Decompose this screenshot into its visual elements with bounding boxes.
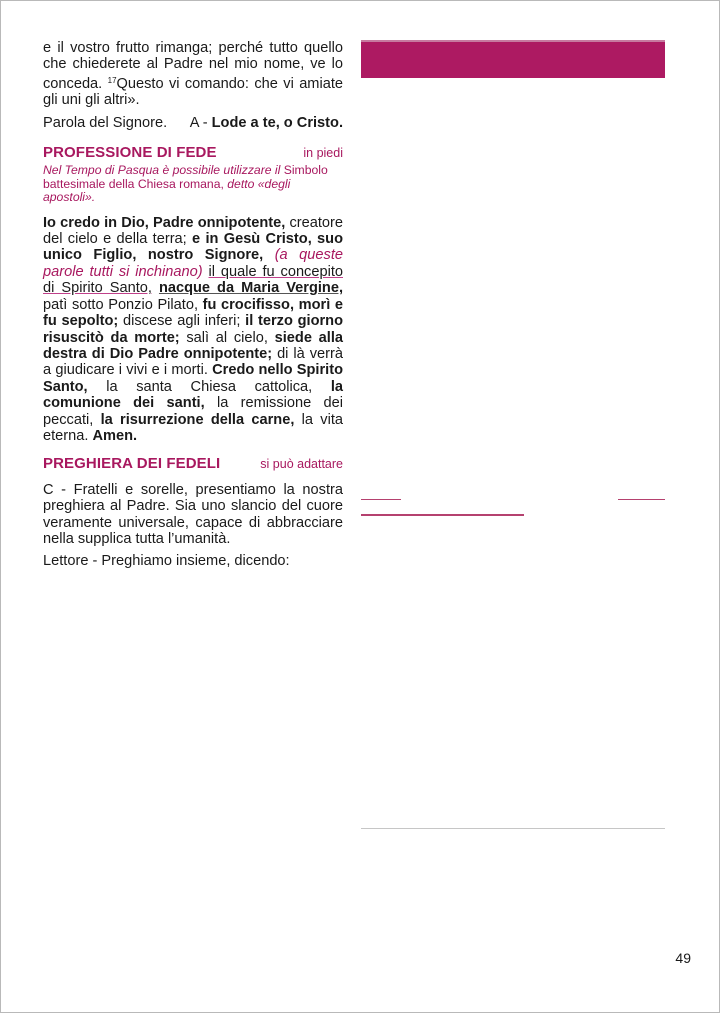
- rubric-italic-1: Nel Tempo di Pasqua è possibile utilizzare il: [43, 163, 281, 178]
- creed-part: nacque da Maria Vergine,: [158, 280, 343, 297]
- creed-part: creatore del cielo e della terra;: [43, 214, 344, 248]
- creed-part: la risurrezione della carne,: [100, 411, 295, 428]
- creed-part: di là verrà a giudicare i vivi e i morti.: [43, 345, 343, 379]
- section-rule: [361, 514, 524, 516]
- creed-part: la vita eterna.: [43, 411, 343, 444]
- left-column: [43, 40, 343, 570]
- creed-text: [43, 215, 343, 445]
- acclamation: [190, 115, 343, 131]
- creed-title: PROFESSIONE DI FEDE: [43, 144, 217, 162]
- gospel-text-a: e il vostro frutto rimanga; perché tutto quello che chiederete al Padre nel mio nome, ve lo conceda.: [43, 40, 343, 92]
- creed-part: Amen.: [92, 427, 138, 444]
- creed-part: siede alla destra di Dio Padre onnipotente;: [43, 329, 344, 362]
- gospel-ending: [43, 40, 343, 109]
- creed-part: [152, 280, 159, 296]
- rubric-roman: Simbolo battesimale della Chiesa romana,: [43, 163, 328, 191]
- creed-bow-rubric: (a queste parole tutti si inchinano): [43, 247, 343, 280]
- creed-heading: [43, 145, 343, 161]
- creed-part: la santa Chiesa cattolica,: [87, 378, 331, 395]
- creed-part: il terzo giorno risuscitò da morte;: [43, 313, 343, 346]
- verse-number: 17: [107, 75, 117, 85]
- creed-part: la comunione dei santi,: [43, 378, 343, 412]
- prayer-title: PREGHIERA DEI FEDELI: [43, 455, 221, 473]
- creed-rubric: [43, 164, 343, 204]
- creed-part: patì sotto Ponzio Pilato,: [43, 296, 203, 313]
- creed-part: discese agli inferi;: [118, 313, 246, 330]
- prayer-intro: C - Fratelli e sorelle, presentiamo la nostra preghiera al Padre. Sia uno slancio del cuore veramente universale, capace di abbracciare nella supplica tutta l’umanità.: [43, 481, 343, 547]
- creed-part: Credo nello Spirito Santo,: [43, 362, 343, 395]
- creed-part: fu crocifisso, morì e fu sepolto;: [43, 296, 343, 330]
- acclamation-row: [43, 115, 343, 131]
- gospel-text-b: Questo vi comando: che vi amiate gli uni gli altri».: [43, 75, 343, 109]
- bottom-rule: [361, 828, 665, 829]
- response-text: Lode a te, o Cristo.: [211, 114, 343, 131]
- prayer-heading: [43, 456, 343, 472]
- creed-part: salì al cielo,: [179, 329, 275, 346]
- creed-part: Io credo in Dio, Padre onnipotente,: [43, 214, 286, 231]
- word-of-lord: Parola del Signore.: [43, 114, 168, 131]
- magenta-header-bar: [361, 40, 665, 78]
- short-rule-left: [361, 499, 401, 500]
- creed-note: in piedi: [303, 146, 343, 161]
- response-prefix: A -: [189, 114, 212, 131]
- reader-line: Lettore - Preghiamo insieme, dicendo:: [43, 553, 290, 570]
- prayer-note: si può adattare: [260, 457, 343, 472]
- creed-part: il quale fu concepito di Spirito Santo,: [43, 263, 343, 297]
- short-rule-right: [618, 499, 665, 500]
- page-number: 49: [675, 950, 691, 966]
- creed-part: e in Gesù Cristo, suo unico Figlio, nostro Signore,: [43, 231, 343, 264]
- creed-part: [263, 247, 275, 263]
- creed-part: la remissione dei peccati,: [43, 395, 343, 428]
- rubric-italic-2: detto «degli apostoli».: [43, 176, 291, 205]
